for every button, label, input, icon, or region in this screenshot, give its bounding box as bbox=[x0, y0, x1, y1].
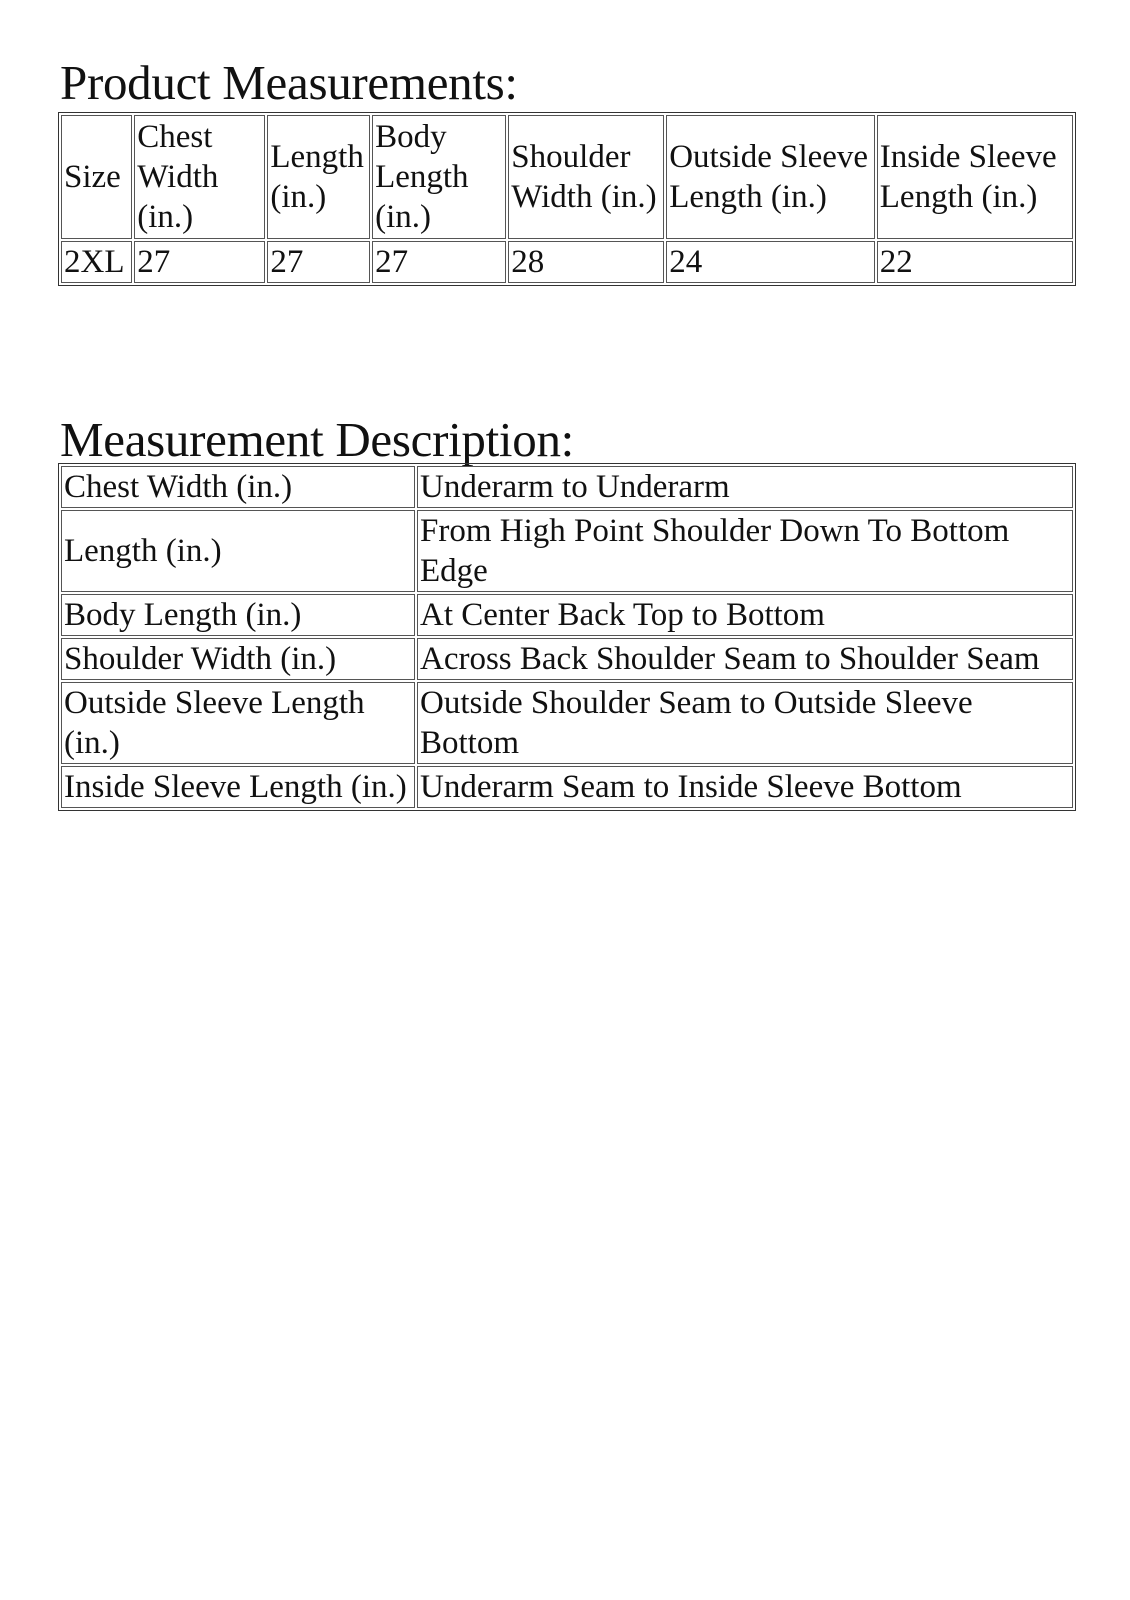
header-row bbox=[61, 115, 1073, 239]
chest-width-value: 27 bbox=[134, 241, 265, 283]
product-measurements-title: Product Measurements: bbox=[60, 55, 518, 110]
measurement-name: Shoulder Width (in.) bbox=[61, 638, 415, 680]
measurement-desc: Underarm to Underarm bbox=[417, 466, 1073, 508]
table-row bbox=[61, 466, 1073, 508]
outside-sleeve-length-value: 24 bbox=[666, 241, 875, 283]
size-value: 2XL bbox=[61, 241, 132, 283]
table-row bbox=[61, 682, 1073, 764]
table-row bbox=[61, 241, 1073, 283]
length-value: 27 bbox=[267, 241, 370, 283]
measurement-desc: Outside Shoulder Seam to Outside Sleeve Bottom bbox=[417, 682, 1073, 764]
measurement-name: Chest Width (in.) bbox=[61, 466, 415, 508]
table-row bbox=[61, 766, 1073, 808]
header-cell-inside-sleeve-length: Inside Sleeve Length (in.) bbox=[877, 115, 1073, 239]
product-measurements-table bbox=[58, 112, 1076, 286]
table-row bbox=[61, 594, 1073, 636]
measurement-desc: Underarm Seam to Inside Sleeve Bottom bbox=[417, 766, 1073, 808]
measurement-description-title: Measurement Description: bbox=[60, 412, 574, 467]
measurement-desc: At Center Back Top to Bottom bbox=[417, 594, 1073, 636]
table-row bbox=[61, 638, 1073, 680]
measurement-name: Body Length (in.) bbox=[61, 594, 415, 636]
shoulder-width-value: 28 bbox=[508, 241, 664, 283]
body-length-value: 27 bbox=[372, 241, 506, 283]
header-cell-shoulder-width: Shoulder Width (in.) bbox=[508, 115, 664, 239]
header-cell-outside-sleeve-length: Outside Sleeve Length (in.) bbox=[666, 115, 875, 239]
measurement-name: Outside Sleeve Length (in.) bbox=[61, 682, 415, 764]
header-cell-size: Size bbox=[61, 115, 132, 239]
header-cell-length: Length (in.) bbox=[267, 115, 370, 239]
header-cell-chest-width: Chest Width (in.) bbox=[134, 115, 265, 239]
measurement-name: Length (in.) bbox=[61, 510, 415, 592]
inside-sleeve-length-value: 22 bbox=[877, 241, 1073, 283]
measurement-desc: Across Back Shoulder Seam to Shoulder Seam bbox=[417, 638, 1073, 680]
measurement-desc: From High Point Shoulder Down To Bottom Edge bbox=[417, 510, 1073, 592]
measurement-description-table bbox=[58, 463, 1076, 811]
table-row bbox=[61, 510, 1073, 592]
measurement-name: Inside Sleeve Length (in.) bbox=[61, 766, 415, 808]
header-cell-body-length: Body Length (in.) bbox=[372, 115, 506, 239]
